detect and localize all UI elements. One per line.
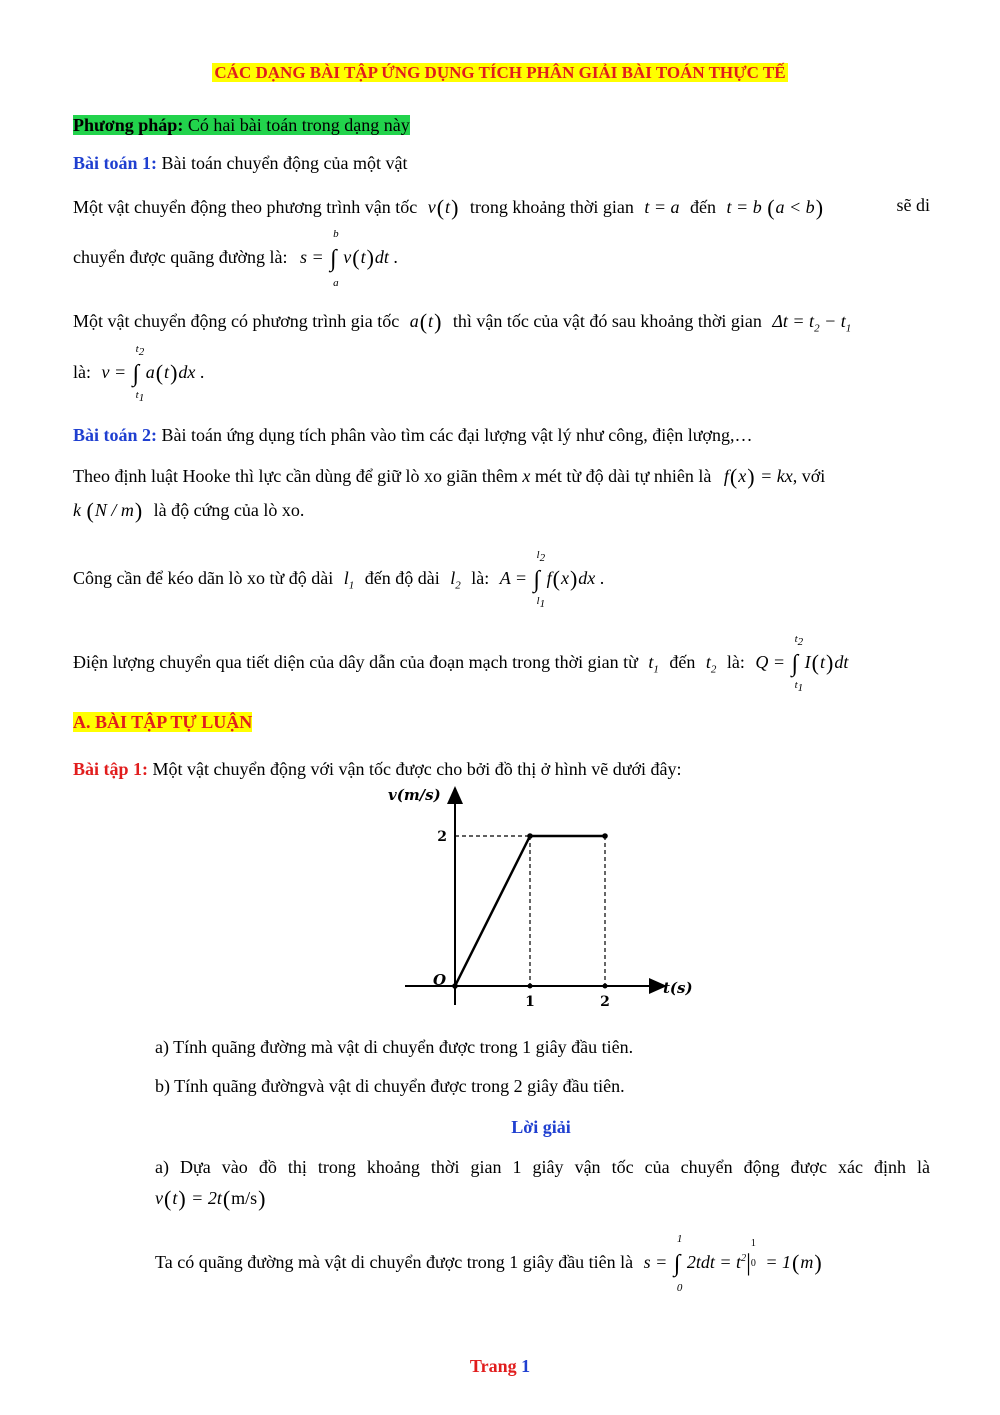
problem1-heading [73, 153, 407, 174]
problem1-text: Bài toán chuyển động của một vật [161, 153, 408, 173]
method-label: Phương pháp: [73, 115, 184, 135]
x-axis-label: t(s) [663, 979, 693, 997]
exercise1-label: Bài tập 1: [73, 759, 149, 779]
problem2-label: Bài toán 2: [73, 425, 158, 445]
solution-heading: Lời giải [511, 1117, 571, 1137]
integral-sign-icon: ∫ b a [330, 227, 339, 289]
hooke-line1: Theo định luật Hooke thì lực cần dùng để giữ lò xo giãn thêm x mét từ độ dài tự nhiên là f(x) = kx, với [73, 464, 826, 489]
question-a: a) Tính quãng đường mà vật di chuyển được trong 1 giây đầu tiên. [155, 1037, 634, 1057]
exercise1-text: Một vật chuyển động với vận tốc được cho bởi đồ thị ở hình vẽ dưới đây: [152, 759, 682, 779]
problem1-label: Bài toán 1: [73, 153, 158, 173]
problem1-line1: Một vật chuyển động theo phương trình vận tốc v(t) trong khoảng thời gian t = a đến t = b (a < b) sẽ di [73, 195, 930, 220]
origin-label: O [433, 971, 447, 989]
data-point [452, 983, 458, 989]
problem1-line3: Một vật chuyển động có phương trình gia tốc a(t) thì vận tốc của vật đó sau khoảng thời gian $\Delta t = t_2 - t_1$ [73, 309, 852, 335]
question-b: b) Tính quãng đườngvà vật di chuyển được trong 2 giây đầu tiên. [155, 1076, 625, 1096]
problem2-heading [73, 425, 752, 446]
velocity-chart [380, 780, 710, 1015]
charge-line: Điện lượng chuyển qua tiết diện của dây dẫn của đoạn mạch trong thời gian từ $t_1$ đến $t_2$ là: Q = ∫ $t_2$ $t_1$ I(t)dt [73, 632, 849, 694]
page-title: CÁC DẠNG BÀI TẬP ỨNG DỤNG TÍCH PHÂN GIẢI BÀI TOÁN THỰC TẾ [214, 63, 786, 82]
y-tick-label: 2 [437, 829, 447, 845]
problem1-line4: là: v = ∫ $t_2$ $t_1$ a(t)dx . [73, 342, 205, 404]
solution-a-line2: Ta có quãng đường mà vật di chuyển được trong 1 giây đầu tiên là s = ∫ 1 0 $2tdt = t^2|$ 1 0 = 1(m) [155, 1232, 822, 1294]
integral-sign-icon: ∫ 1 0 [673, 1232, 683, 1294]
page-number: Trang 1 [469, 1356, 531, 1376]
solution-a-line1: a) Dựa vào đồ thị trong khoảng thời gian 1 giây vận tốc của chuyển động được xác định là [155, 1157, 930, 1177]
data-point [527, 833, 533, 839]
section-a-heading: A. BÀI TẬP TỰ LUẬN [73, 712, 253, 732]
data-point [602, 833, 608, 839]
integral-sign-icon: ∫ $t_2$ $t_1$ [791, 632, 804, 694]
problem1-line2: chuyển được quãng đường là: s = ∫ b a v(t)dt . [73, 227, 398, 289]
axis-tick-dot [603, 984, 608, 989]
integral-sign-icon: ∫ $l_2$ $l_1$ [533, 548, 546, 610]
y-axis-label: v(m/s) [388, 786, 441, 804]
integral-sign-icon: ∫ $t_2$ $t_1$ [132, 342, 145, 404]
x-tick-label: 2 [600, 994, 610, 1010]
x-tick-label: 1 [525, 994, 535, 1010]
exercise1-heading [73, 759, 682, 780]
method-line [73, 115, 410, 136]
method-text: Có hai bài toán trong dạng này [187, 115, 410, 135]
problem2-text: Bài toán ứng dụng tích phân vào tìm các đại lượng vật lý như công, điện lượng,… [161, 425, 753, 445]
solution-a-formula: v(t) = 2t(m/s) [155, 1186, 266, 1211]
work-line: Công cần để kéo dãn lò xo từ độ dài $l_1$ đến độ dài $l_2$ là: A = ∫ $l_2$ $l_1$ f(x)dx . [73, 548, 605, 610]
axis-tick-dot [528, 984, 533, 989]
hooke-line2: k (N / m) là độ cứng của lò xo. [73, 498, 305, 523]
